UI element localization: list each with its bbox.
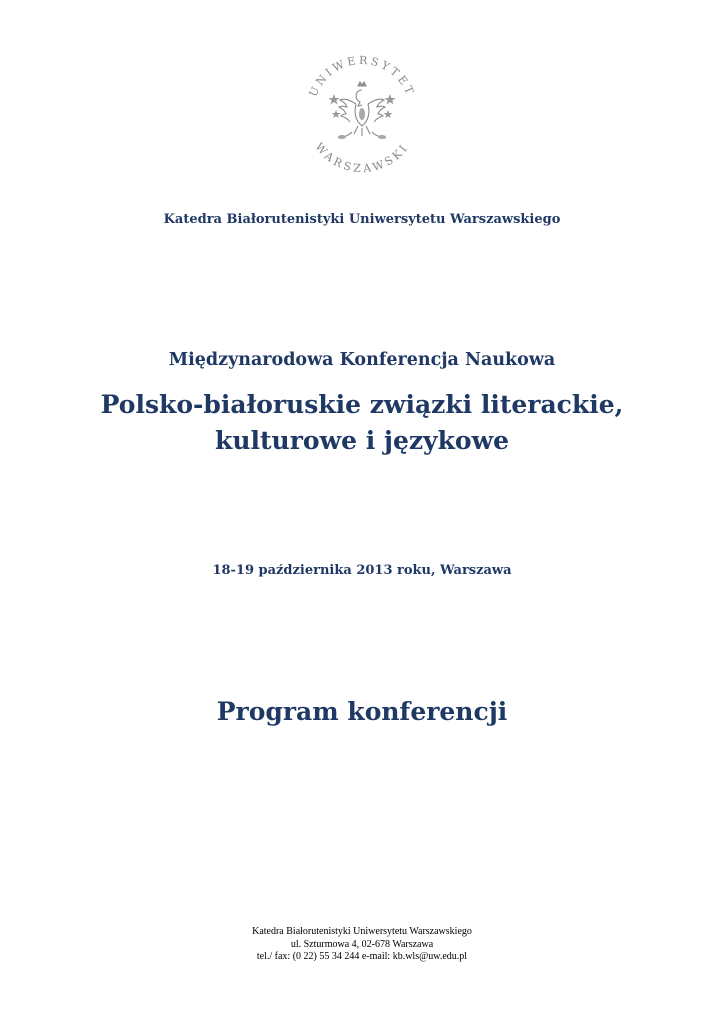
- footer-department: Katedra Białorutenistyki Uniwersytetu Warszawskiego: [252, 926, 472, 937]
- conference-date: 18-19 października 2013 roku, Warszawa: [212, 563, 512, 578]
- conference-title-line1: Polsko-białoruskie związki literackie,: [100, 390, 624, 419]
- eagle-emblem-icon: [292, 42, 432, 182]
- svg-text:UNIWERSYTET: [307, 54, 417, 99]
- university-logo: [292, 42, 432, 182]
- logo-top-text: UNIWERSYTET: [306, 53, 418, 99]
- footer-phone-email: tel./ fax: (0 22) 55 34 244 e-mail: kb.wls@uw.edu.pl: [256, 951, 468, 962]
- footer-contact: [0, 926, 724, 964]
- conference-title-line2: kulturowe i językowe: [215, 426, 509, 455]
- department-name: Katedra Białorutenistyki Uniwersytetu Warszawskiego: [163, 212, 561, 227]
- conference-title: [0, 387, 724, 459]
- conference-type: Międzynarodowa Konferencja Naukowa: [168, 350, 556, 370]
- footer-address: ul. Szturmowa 4, 02-678 Warszawa: [290, 938, 434, 950]
- svg-text:WARSZAWSKI: [312, 140, 411, 175]
- logo-bottom-text: WARSZAWSKI: [312, 140, 412, 176]
- program-heading: Program konferencji: [216, 697, 508, 726]
